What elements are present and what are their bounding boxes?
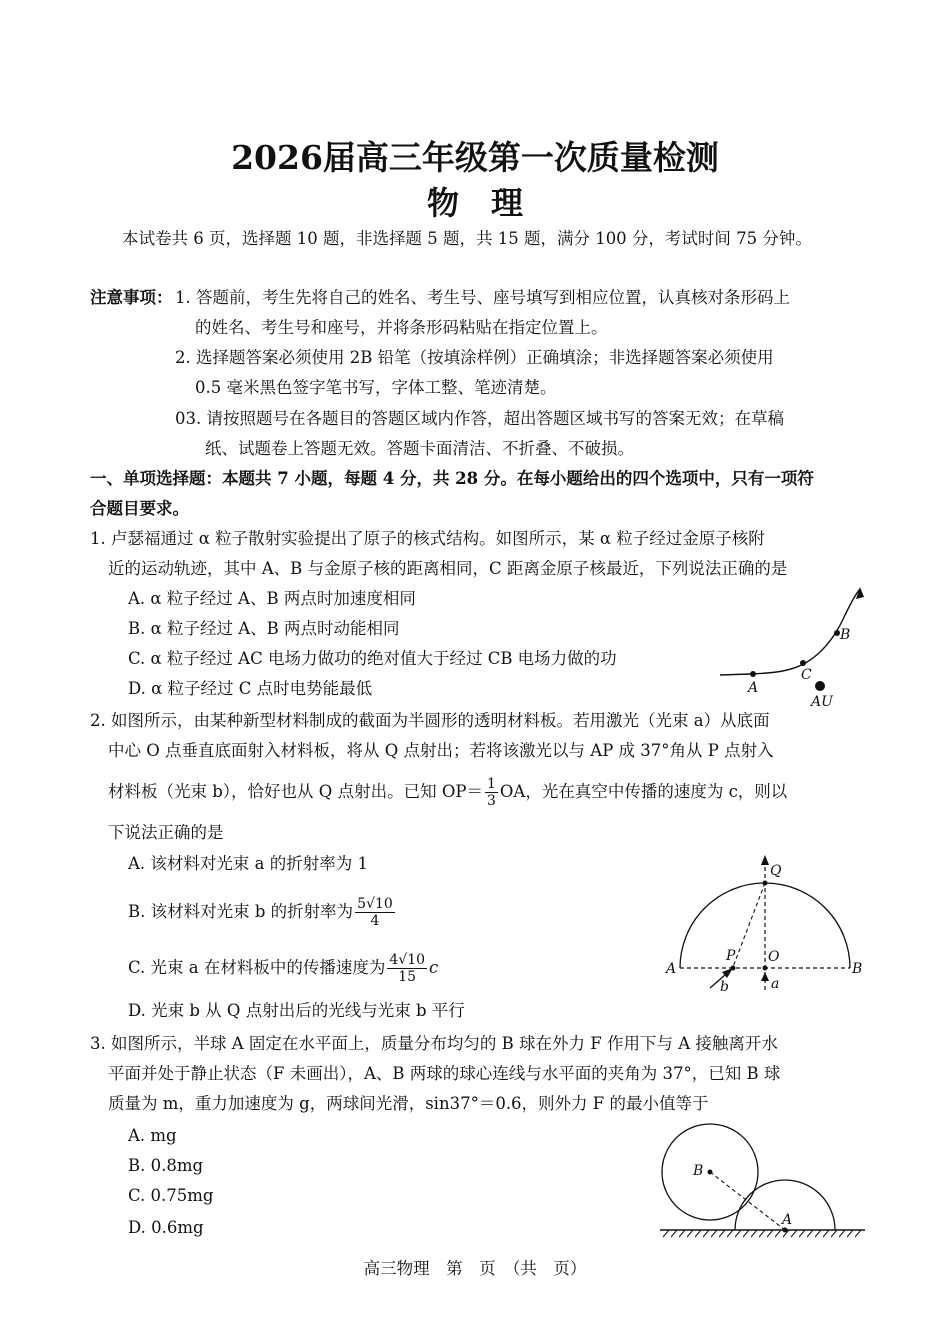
notice-item-3-line-2: 纸、试题卷上答题无效。答题卡面清洁、不折叠、不破损。 bbox=[205, 439, 634, 458]
q2-option-b bbox=[128, 890, 397, 934]
q2-line-3-pre: 材料板（光束 b），恰好也从 Q 点射出。已知 OP＝ bbox=[108, 782, 483, 801]
q2-stem-line-4: 下说法正确的是 bbox=[108, 823, 224, 842]
q2-option-b-fraction bbox=[355, 896, 395, 929]
point-p-dot bbox=[731, 966, 736, 971]
center-a-dot bbox=[783, 1228, 788, 1233]
q1-option-c: C. α 粒子经过 AC 电场力做功的绝对值大于经过 CB 电场力做的功 bbox=[128, 649, 617, 668]
notice-item-2-line-1: 2. 选择题答案必须使用 2B 铅笔（按填涂样例）正确填涂；非选择题答案必须使用 bbox=[175, 348, 774, 367]
label-b: B bbox=[693, 1163, 704, 1179]
notice-item-1-line-1: 1. 答题前，考生先将自己的姓名、考生号、座号填写到相应位置，认真核对条形码上 bbox=[175, 288, 790, 307]
q3-option-d: D. 0.6mg bbox=[128, 1218, 204, 1237]
gold-nucleus-dot bbox=[815, 681, 825, 691]
center-b-dot bbox=[708, 1170, 713, 1175]
fraction-numerator: 5√10 bbox=[357, 896, 393, 912]
q2-stem-line-3 bbox=[108, 772, 787, 812]
q1-trajectory-figure bbox=[715, 585, 870, 710]
fraction-numerator: 4√10 bbox=[389, 952, 426, 968]
label-b: B bbox=[852, 961, 863, 977]
point-a-dot bbox=[750, 671, 756, 677]
fraction-denominator: 15 bbox=[398, 969, 417, 985]
notice-item-2-line-2: 0.5 毫米黑色签字笔书写，字体工整、笔迹清楚。 bbox=[195, 378, 557, 397]
q3-spheres-figure bbox=[655, 1120, 870, 1245]
beam-a-arrow-icon bbox=[761, 972, 769, 981]
label-a: A bbox=[782, 1212, 793, 1228]
q2-fraction-op-oa bbox=[485, 776, 498, 809]
q2-option-c-text: C. 光束 a 在材料板中的传播速度为 bbox=[128, 958, 386, 977]
notice-item-1-line-2: 的姓名、考生号和座号，并将条形码粘贴在指定位置上。 bbox=[195, 318, 608, 337]
page-footer: 高三物理 第 页 （共 页） bbox=[363, 1259, 587, 1278]
point-o-dot bbox=[763, 966, 768, 971]
q2-option-b-text: B. 该材料对光束 b 的折射率为 bbox=[128, 902, 354, 921]
section-1-heading-line-1: 一、单项选择题：本题共 7 小题，每题 4 分，共 28 分。在每小题给出的四个选项中，只有一项符 bbox=[90, 469, 814, 488]
q3-stem-line-1: 3. 如图所示，半球 A 固定在水平面上，质量分布均匀的 B 球在外力 F 作用下与 A 接触离开水 bbox=[90, 1034, 778, 1053]
label-o: O bbox=[768, 949, 780, 965]
fraction-denominator: 4 bbox=[370, 913, 380, 929]
q1-option-b: B. α 粒子经过 A、B 两点时动能相同 bbox=[128, 619, 400, 638]
exam-title: 2026届高三年级第一次质量检测 bbox=[231, 138, 719, 177]
exam-intro: 本试卷共 6 页，选择题 10 题，非选择题 5 题，共 15 题，满分 100 分，考试时间 75 分钟。 bbox=[122, 229, 812, 248]
q3-option-c: C. 0.75mg bbox=[128, 1186, 214, 1205]
q2-option-c-suffix: c bbox=[429, 958, 439, 977]
q2-line-3-post: OA，光在真空中传播的速度为 c，则以 bbox=[499, 782, 788, 801]
q3-stem-line-2: 平面并处于静止状态（F 未画出），A、B 两球的球心连线与水平面的夹角为 37°，已知 B 球 bbox=[108, 1064, 781, 1083]
q3-stem-line-3: 质量为 m，重力加速度为 g，两球间光滑，sin37°＝0.6，则外力 F 的最小值等于 bbox=[108, 1094, 709, 1113]
q2-option-a: A. 该材料对光束 a 的折射率为 1 bbox=[128, 854, 368, 873]
fraction-denominator: 3 bbox=[486, 793, 496, 809]
label-au: AU bbox=[811, 694, 833, 710]
point-c-dot bbox=[800, 660, 806, 666]
q1-option-d: D. α 粒子经过 C 点时电势能最低 bbox=[128, 679, 373, 698]
label-p: P bbox=[726, 948, 736, 964]
label-b: B bbox=[840, 627, 851, 643]
label-a: A bbox=[666, 961, 677, 977]
q2-option-d: D. 光束 b 从 Q 点射出后的光线与光束 b 平行 bbox=[128, 1001, 465, 1020]
subject-title: 物 理 bbox=[426, 184, 523, 222]
q1-stem-line-2: 近的运动轨迹，其中 A、B 与金原子核的距离相同，C 距离金原子核最近，下列说法正确的是 bbox=[108, 559, 788, 578]
q2-option-c bbox=[128, 946, 438, 990]
q1-option-a: A. α 粒子经过 A、B 两点时加速度相同 bbox=[128, 589, 416, 608]
label-beam-b: b bbox=[720, 979, 729, 995]
label-a: A bbox=[748, 680, 759, 696]
q3-option-a: A. mg bbox=[128, 1126, 177, 1145]
label-c: C bbox=[801, 667, 812, 683]
q1-stem-line-1: 1. 卢瑟福通过 α 粒子散射实验提出了原子的核式结构。如图所示，某 α 粒子经过金原子核附 bbox=[90, 529, 765, 548]
label-beam-a: a bbox=[771, 976, 780, 992]
ground-hatching bbox=[663, 1230, 861, 1237]
fraction-numerator: 1 bbox=[486, 776, 496, 792]
q2-option-c-fraction bbox=[387, 952, 427, 985]
beam-b-inside bbox=[733, 883, 765, 967]
q2-stem-line-1: 2. 如图所示，由某种新型材料制成的截面为半圆形的透明材料板。若用激光（光束 a）从底面 bbox=[90, 711, 770, 730]
q2-stem-line-2: 中心 O 点垂直底面射入材料板，将从 Q 点射出；若将该激光以与 AP 成 37°角从 P 点射入 bbox=[108, 741, 774, 760]
notice-label: 注意事项： bbox=[90, 288, 173, 307]
point-q-dot bbox=[763, 881, 768, 886]
section-1-heading-line-2: 合题目要求。 bbox=[90, 499, 189, 518]
q2-semicircle-figure bbox=[660, 850, 870, 1000]
label-q: Q bbox=[770, 863, 782, 879]
q3-option-b: B. 0.8mg bbox=[128, 1156, 204, 1175]
notice-item-3-line-1: 03. 请按照题号在各题目的答题区域内作答，超出答题区域书写的答案无效；在草稿 bbox=[175, 409, 784, 428]
exit-arrow-icon bbox=[761, 855, 769, 865]
